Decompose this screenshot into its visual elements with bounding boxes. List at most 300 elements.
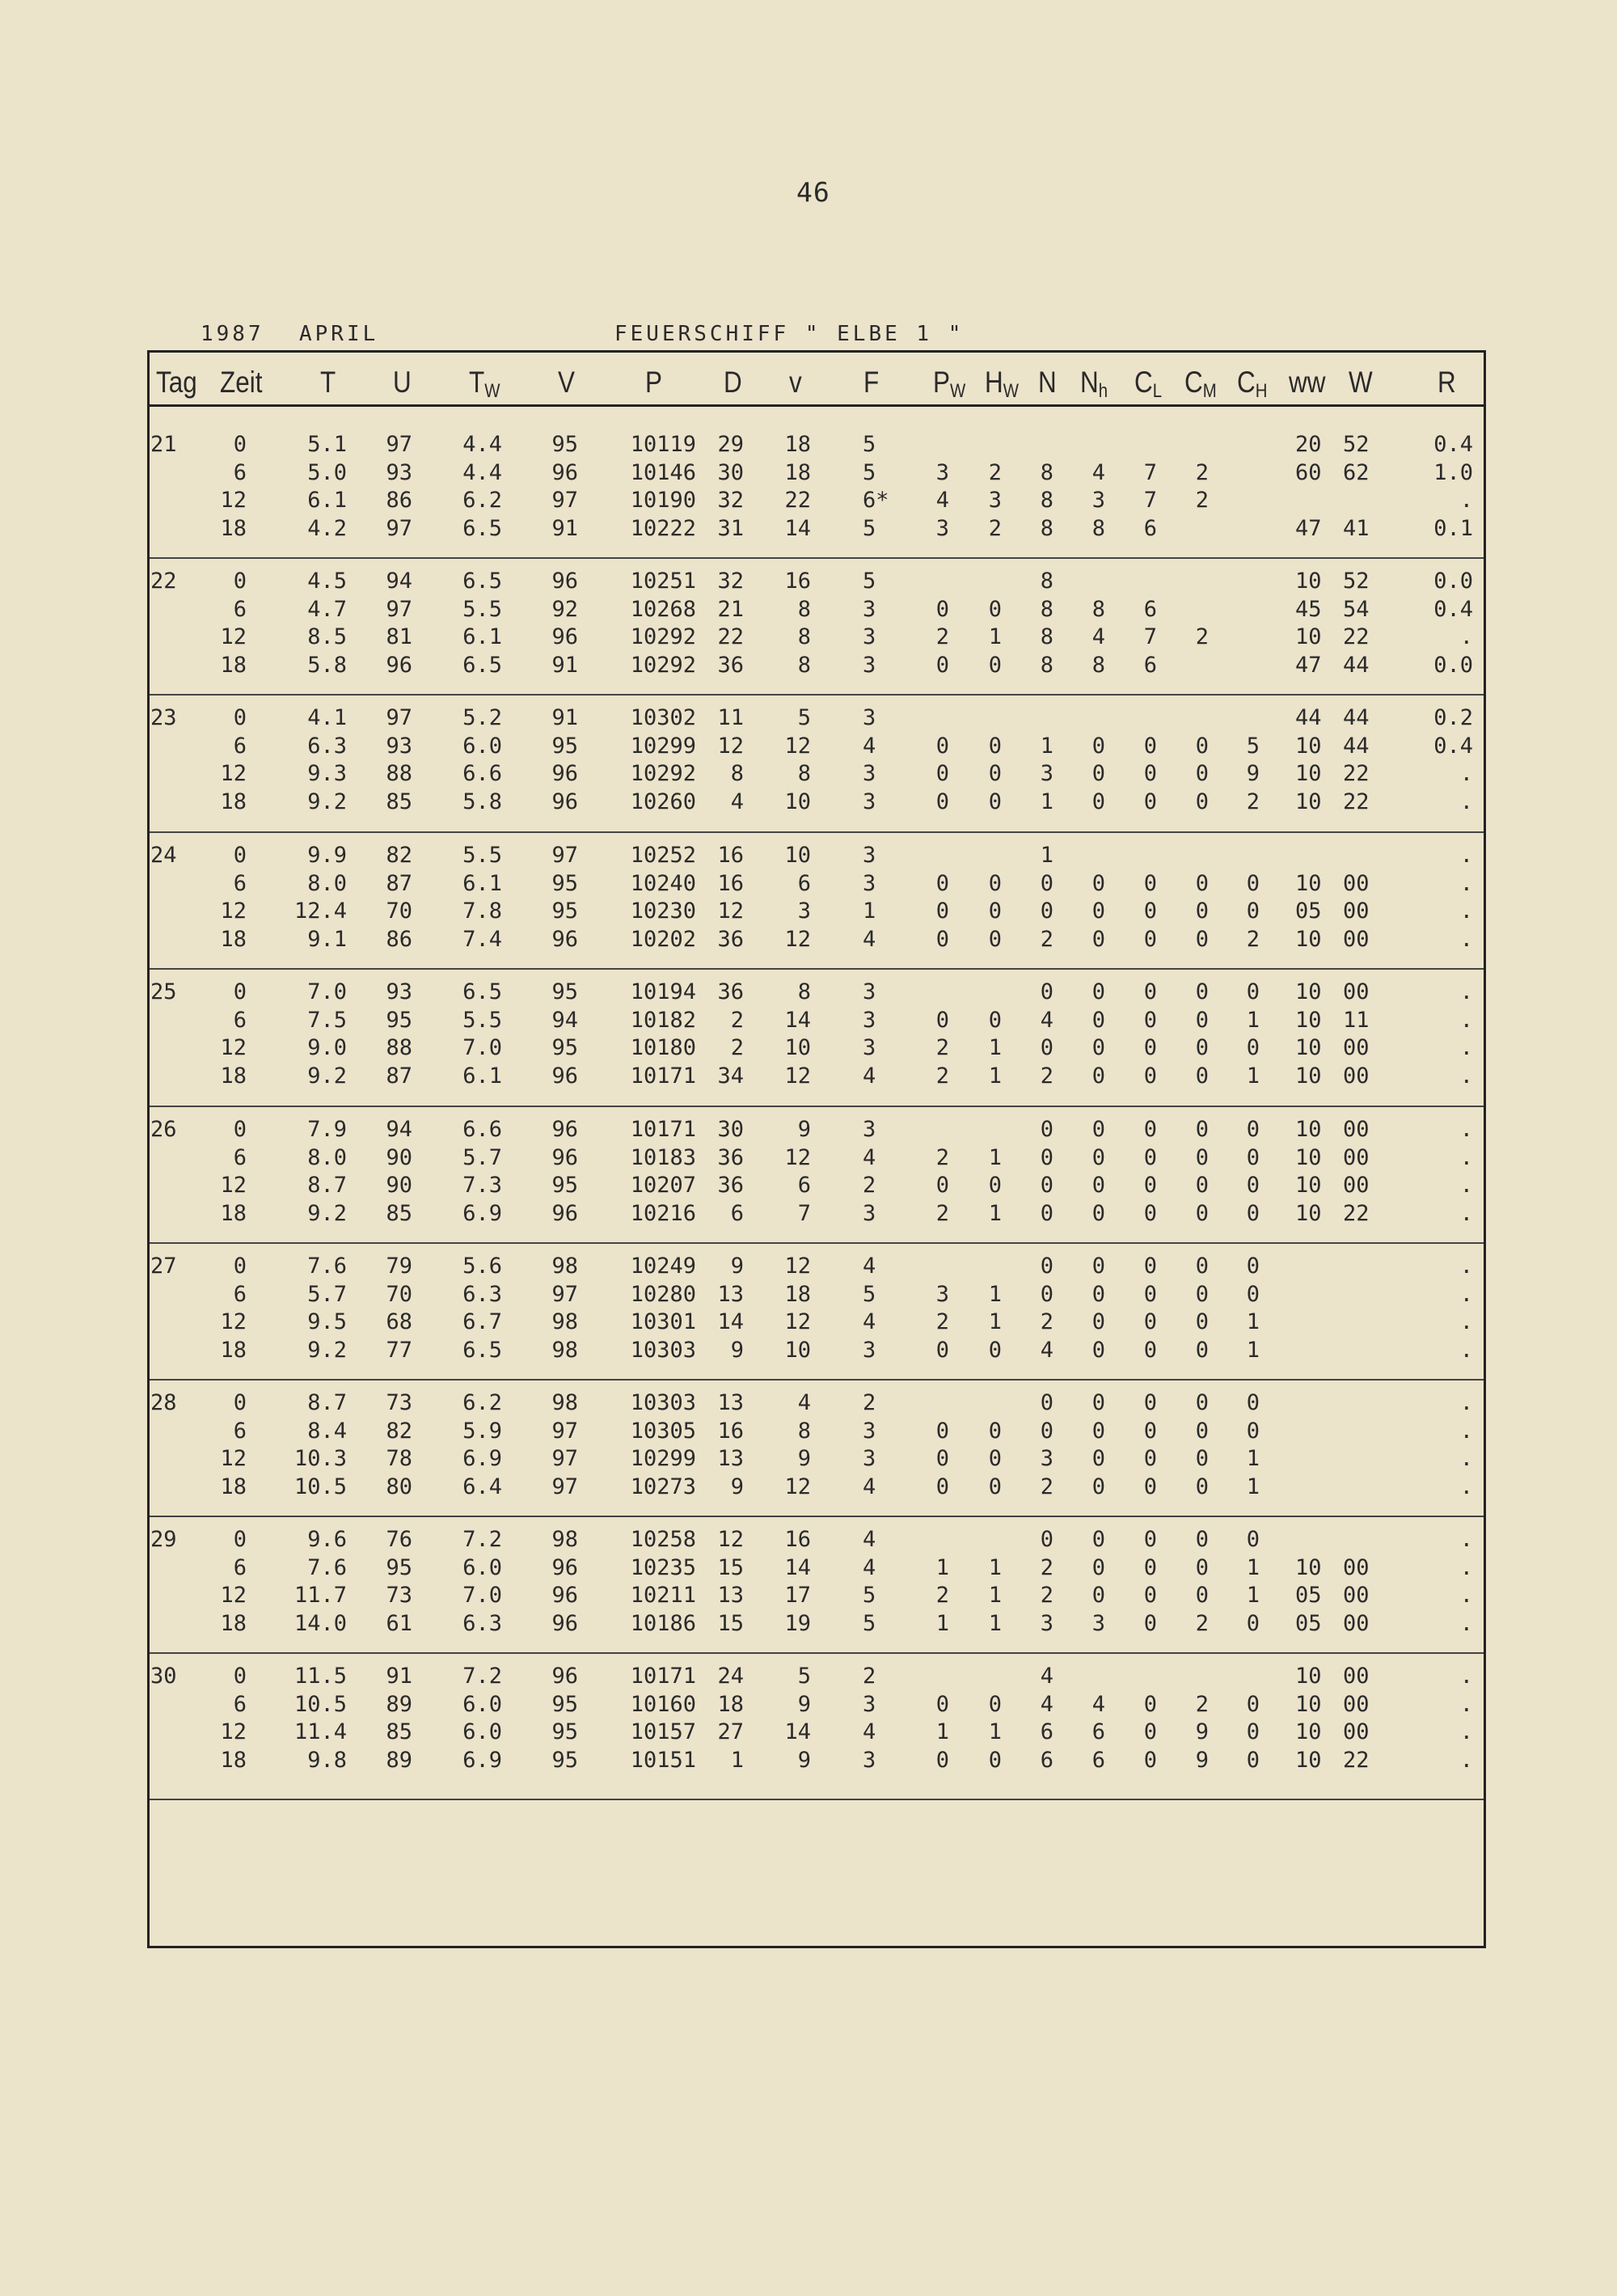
- cell-p: 10235: [630, 1555, 696, 1580]
- column-header-label: D: [724, 366, 742, 399]
- cell-hw: 0: [988, 761, 1002, 786]
- cell-t: 4.7: [307, 597, 347, 622]
- cell-ww: 05: [1295, 1611, 1322, 1636]
- cell-ww: 10: [1295, 1555, 1322, 1580]
- cell-d: 36: [717, 927, 744, 952]
- cell-cm: 0: [1195, 1117, 1209, 1142]
- cell-nh: 0: [1091, 1527, 1105, 1552]
- cell-r: 1.0: [1433, 460, 1473, 485]
- cell-p: 10302: [630, 705, 696, 730]
- cell-u: 79: [386, 1254, 412, 1279]
- cell-r: .: [1459, 1145, 1473, 1170]
- cell-d: 32: [717, 488, 744, 513]
- cell-r: .: [1459, 1173, 1473, 1198]
- cell-t: 12.4: [293, 899, 347, 924]
- cell-ch: 2: [1246, 789, 1260, 814]
- cell-cl: 0: [1143, 1309, 1157, 1334]
- cell-r: .: [1459, 761, 1473, 786]
- cell-tw: 5.7: [462, 1145, 502, 1170]
- cell-u: 85: [386, 1201, 412, 1226]
- cell-cl: 0: [1143, 1390, 1157, 1415]
- cell-f: 3: [863, 1117, 876, 1142]
- cell-zeit: 0: [233, 1254, 247, 1279]
- cell-u: 94: [386, 1117, 412, 1142]
- column-header: [789, 366, 802, 400]
- cell-zeit: 18: [220, 1201, 247, 1226]
- cell-w: 44: [1343, 653, 1370, 678]
- day-label: 29: [150, 1527, 177, 1552]
- cell-r: .: [1459, 1035, 1473, 1060]
- cell-p: 10119: [630, 432, 696, 457]
- cell-t: 8.5: [307, 624, 347, 649]
- cell-w: 41: [1343, 516, 1370, 541]
- cell-n: 0: [1040, 1117, 1053, 1142]
- day-label: 23: [150, 705, 177, 730]
- cell-nh: 0: [1091, 789, 1105, 814]
- column-header: [558, 366, 575, 400]
- cell-pw: 0: [935, 597, 949, 622]
- cell-pw: 0: [935, 734, 949, 759]
- cell-cm: 0: [1195, 1419, 1209, 1444]
- cell-r: .: [1459, 871, 1473, 896]
- cell-nh: 3: [1091, 488, 1105, 513]
- cell-v: 97: [551, 1282, 578, 1307]
- cell-hw: 2: [988, 516, 1002, 541]
- cell-u: 73: [386, 1390, 412, 1415]
- cell-n: 0: [1040, 1419, 1053, 1444]
- cell-n: 3: [1040, 1611, 1053, 1636]
- cell-p: 10252: [630, 843, 696, 868]
- cell-t: 9.2: [307, 1338, 347, 1363]
- cell-r: .: [1459, 1664, 1473, 1689]
- cell-hw: 0: [988, 899, 1002, 924]
- cell-v: 12: [784, 1474, 811, 1499]
- cell-pw: 0: [935, 927, 949, 952]
- cell-t: 10.5: [293, 1692, 347, 1717]
- cell-ch: 2: [1246, 927, 1260, 952]
- cell-v: 95: [551, 1719, 578, 1744]
- cell-ww: 10: [1295, 979, 1322, 1004]
- cell-p: 10186: [630, 1611, 696, 1636]
- cell-ch: 1: [1246, 1309, 1260, 1334]
- cell-f: 3: [863, 624, 876, 649]
- cell-tw: 6.1: [462, 871, 502, 896]
- cell-pw: 0: [935, 1748, 949, 1773]
- cell-v: 14: [784, 1555, 811, 1580]
- cell-tw: 5.9: [462, 1419, 502, 1444]
- cell-v: 96: [551, 1611, 578, 1636]
- cell-n: 8: [1040, 569, 1053, 594]
- cell-cm: 9: [1195, 1719, 1209, 1744]
- cell-r: .: [1459, 899, 1473, 924]
- cell-ww: 10: [1295, 1035, 1322, 1060]
- column-header: [1038, 366, 1057, 400]
- cell-f: 3: [863, 1419, 876, 1444]
- cell-cm: 0: [1195, 1282, 1209, 1307]
- cell-hw: 0: [988, 1692, 1002, 1717]
- cell-v: 96: [551, 569, 578, 594]
- cell-v: 18: [784, 1282, 811, 1307]
- cell-ww: 10: [1295, 871, 1322, 896]
- column-header-label: T: [320, 366, 336, 399]
- cell-w: 00: [1343, 1719, 1370, 1744]
- cell-d: 16: [717, 1419, 744, 1444]
- cell-d: 13: [717, 1390, 744, 1415]
- cell-d: 9: [730, 1254, 744, 1279]
- cell-v: 96: [551, 1063, 578, 1089]
- cell-tw: 4.4: [462, 460, 502, 485]
- cell-nh: 0: [1091, 899, 1105, 924]
- cell-t: 9.2: [307, 789, 347, 814]
- cell-n: 8: [1040, 516, 1053, 541]
- cell-pw: 3: [935, 1282, 949, 1307]
- day-separator: [150, 1799, 1484, 1800]
- cell-u: 77: [386, 1338, 412, 1363]
- cell-pw: 0: [935, 1692, 949, 1717]
- day-label: 24: [150, 843, 177, 868]
- cell-v: 12: [784, 927, 811, 952]
- cell-ww: 10: [1295, 1063, 1322, 1089]
- cell-f: 4: [863, 1063, 876, 1089]
- cell-w: 22: [1343, 789, 1370, 814]
- cell-p: 10151: [630, 1748, 696, 1773]
- cell-nh: 0: [1091, 1201, 1105, 1226]
- cell-d: 15: [717, 1555, 744, 1580]
- day-separator: [150, 1379, 1484, 1381]
- column-header-subscript: L: [1152, 380, 1163, 402]
- cell-cm: 0: [1195, 1145, 1209, 1170]
- cell-ch: 0: [1246, 1390, 1260, 1415]
- cell-ch: 1: [1246, 1555, 1260, 1580]
- cell-zeit: 12: [220, 761, 247, 786]
- cell-u: 88: [386, 1035, 412, 1060]
- cell-t: 11.5: [293, 1664, 347, 1689]
- cell-u: 78: [386, 1446, 412, 1471]
- cell-hw: 0: [988, 1008, 1002, 1033]
- cell-p: 10292: [630, 761, 696, 786]
- cell-cl: 0: [1143, 1201, 1157, 1226]
- cell-cm: 0: [1195, 1474, 1209, 1499]
- cell-p: 10273: [630, 1474, 696, 1499]
- cell-nh: 0: [1091, 1145, 1105, 1170]
- cell-pw: 2: [935, 624, 949, 649]
- cell-u: 68: [386, 1309, 412, 1334]
- header-year: 1987: [201, 322, 264, 346]
- cell-zeit: 18: [220, 1063, 247, 1089]
- cell-t: 5.0: [307, 460, 347, 485]
- cell-hw: 0: [988, 1474, 1002, 1499]
- cell-v: 97: [551, 1446, 578, 1471]
- cell-u: 96: [386, 653, 412, 678]
- cell-nh: 0: [1091, 734, 1105, 759]
- cell-tw: 7.2: [462, 1664, 502, 1689]
- cell-d: 36: [717, 653, 744, 678]
- column-header: [933, 366, 965, 403]
- cell-n: 2: [1040, 1474, 1053, 1499]
- cell-cl: 0: [1143, 1173, 1157, 1198]
- cell-hw: 0: [988, 1338, 1002, 1363]
- cell-hw: 1: [988, 1063, 1002, 1089]
- cell-w: 22: [1343, 624, 1370, 649]
- column-header: [1134, 366, 1162, 403]
- cell-tw: 4.4: [462, 432, 502, 457]
- cell-zeit: 6: [233, 1419, 247, 1444]
- cell-nh: 6: [1091, 1719, 1105, 1744]
- cell-t: 9.2: [307, 1063, 347, 1089]
- cell-f: 3: [863, 1338, 876, 1363]
- day-label: 28: [150, 1390, 177, 1415]
- day-separator: [150, 831, 1484, 833]
- cell-pw: 0: [935, 1008, 949, 1033]
- day-separator: [150, 968, 1484, 970]
- cell-nh: 0: [1091, 1309, 1105, 1334]
- day-separator: [150, 1242, 1484, 1244]
- cell-nh: 0: [1091, 1555, 1105, 1580]
- cell-hw: 2: [988, 460, 1002, 485]
- cell-f: 3: [863, 1035, 876, 1060]
- column-header-label: V: [558, 366, 575, 399]
- cell-cm: 9: [1195, 1748, 1209, 1773]
- cell-t: 11.4: [293, 1719, 347, 1744]
- cell-nh: 8: [1091, 597, 1105, 622]
- cell-v: 91: [551, 705, 578, 730]
- cell-ch: 0: [1246, 871, 1260, 896]
- cell-zeit: 18: [220, 789, 247, 814]
- cell-cl: 0: [1143, 761, 1157, 786]
- cell-pw: 0: [935, 1173, 949, 1198]
- cell-w: 44: [1343, 705, 1370, 730]
- cell-f: 4: [863, 1527, 876, 1552]
- cell-v: 95: [551, 1692, 578, 1717]
- cell-f: 3: [863, 1692, 876, 1717]
- cell-d: 30: [717, 1117, 744, 1142]
- cell-n: 3: [1040, 761, 1053, 786]
- cell-cl: 0: [1143, 1338, 1157, 1363]
- cell-p: 10216: [630, 1201, 696, 1226]
- cell-ww: 10: [1295, 789, 1322, 814]
- cell-zeit: 0: [233, 1527, 247, 1552]
- cell-cl: 0: [1143, 1035, 1157, 1060]
- cell-v: 8: [797, 597, 811, 622]
- cell-v: 6: [797, 1173, 811, 1198]
- column-header-label: v: [789, 366, 802, 399]
- cell-f: 3: [863, 1748, 876, 1773]
- cell-zeit: 6: [233, 1282, 247, 1307]
- cell-u: 90: [386, 1173, 412, 1198]
- cell-n: 0: [1040, 1254, 1053, 1279]
- cell-hw: 1: [988, 1201, 1002, 1226]
- cell-ww: 10: [1295, 927, 1322, 952]
- cell-v: 14: [784, 516, 811, 541]
- cell-t: 11.7: [293, 1583, 347, 1608]
- cell-w: 00: [1343, 1117, 1370, 1142]
- cell-cl: 0: [1143, 1719, 1157, 1744]
- cell-hw: 0: [988, 597, 1002, 622]
- cell-ch: 0: [1246, 1527, 1260, 1552]
- cell-u: 94: [386, 569, 412, 594]
- cell-r: .: [1459, 1748, 1473, 1773]
- cell-t: 4.5: [307, 569, 347, 594]
- day-separator: [150, 694, 1484, 696]
- cell-cm: 0: [1195, 1173, 1209, 1198]
- cell-pw: 3: [935, 516, 949, 541]
- cell-v: 95: [551, 1173, 578, 1198]
- cell-t: 9.6: [307, 1527, 347, 1552]
- cell-t: 7.9: [307, 1117, 347, 1142]
- cell-f: 3: [863, 1446, 876, 1471]
- cell-v: 98: [551, 1254, 578, 1279]
- day-separator: [150, 557, 1484, 559]
- cell-hw: 1: [988, 1611, 1002, 1636]
- cell-t: 9.9: [307, 843, 347, 868]
- column-header: [220, 366, 262, 400]
- cell-v: 96: [551, 1555, 578, 1580]
- cell-ww: 47: [1295, 653, 1322, 678]
- cell-v: 97: [551, 1474, 578, 1499]
- column-header-label: ww: [1289, 366, 1326, 399]
- cell-ch: 1: [1246, 1008, 1260, 1033]
- cell-p: 10268: [630, 597, 696, 622]
- cell-d: 31: [717, 516, 744, 541]
- cell-zeit: 0: [233, 1117, 247, 1142]
- cell-u: 85: [386, 789, 412, 814]
- cell-w: 00: [1343, 927, 1370, 952]
- cell-nh: 4: [1091, 1692, 1105, 1717]
- cell-p: 10146: [630, 460, 696, 485]
- cell-p: 10230: [630, 899, 696, 924]
- cell-cl: 6: [1143, 516, 1157, 541]
- cell-cm: 0: [1195, 1390, 1209, 1415]
- cell-p: 10171: [630, 1664, 696, 1689]
- cell-pw: 0: [935, 653, 949, 678]
- cell-v: 95: [551, 734, 578, 759]
- cell-nh: 0: [1091, 1474, 1105, 1499]
- cell-f: 3: [863, 1008, 876, 1033]
- cell-p: 10249: [630, 1254, 696, 1279]
- cell-tw: 6.9: [462, 1201, 502, 1226]
- cell-tw: 6.1: [462, 624, 502, 649]
- cell-ch: 0: [1246, 1035, 1260, 1060]
- cell-f: 4: [863, 1254, 876, 1279]
- cell-p: 10292: [630, 624, 696, 649]
- cell-w: 00: [1343, 899, 1370, 924]
- cell-nh: 0: [1091, 871, 1105, 896]
- cell-nh: 8: [1091, 653, 1105, 678]
- cell-d: 2: [730, 1035, 744, 1060]
- cell-v: 96: [551, 1117, 578, 1142]
- cell-r: 0.4: [1433, 734, 1473, 759]
- cell-t: 10.5: [293, 1474, 347, 1499]
- cell-d: 16: [717, 843, 744, 868]
- cell-cl: 0: [1143, 871, 1157, 896]
- cell-r: .: [1459, 789, 1473, 814]
- cell-n: 4: [1040, 1692, 1053, 1717]
- cell-f: 4: [863, 1474, 876, 1499]
- cell-zeit: 6: [233, 1145, 247, 1170]
- cell-t: 4.2: [307, 516, 347, 541]
- cell-p: 10303: [630, 1338, 696, 1363]
- cell-u: 70: [386, 1282, 412, 1307]
- cell-nh: 0: [1091, 1338, 1105, 1363]
- cell-zeit: 12: [220, 1309, 247, 1334]
- cell-tw: 6.0: [462, 734, 502, 759]
- cell-f: 4: [863, 734, 876, 759]
- cell-ww: 10: [1295, 569, 1322, 594]
- cell-f: 3: [863, 1201, 876, 1226]
- cell-f: 2: [863, 1390, 876, 1415]
- cell-u: 97: [386, 705, 412, 730]
- cell-n: 0: [1040, 1035, 1053, 1060]
- cell-v: 92: [551, 597, 578, 622]
- cell-cm: 0: [1195, 1309, 1209, 1334]
- cell-r: .: [1459, 1201, 1473, 1226]
- day-label: 21: [150, 432, 177, 457]
- cell-cm: 0: [1195, 1254, 1209, 1279]
- cell-d: 13: [717, 1282, 744, 1307]
- cell-d: 8: [730, 761, 744, 786]
- cell-w: 00: [1343, 1555, 1370, 1580]
- cell-f: 2: [863, 1664, 876, 1689]
- cell-t: 7.6: [307, 1254, 347, 1279]
- cell-u: 70: [386, 899, 412, 924]
- cell-zeit: 0: [233, 1390, 247, 1415]
- cell-u: 82: [386, 843, 412, 868]
- cell-nh: 0: [1091, 1063, 1105, 1089]
- cell-nh: 4: [1091, 624, 1105, 649]
- cell-f: 4: [863, 927, 876, 952]
- cell-d: 4: [730, 789, 744, 814]
- cell-f: 3: [863, 653, 876, 678]
- cell-v: 22: [784, 488, 811, 513]
- cell-ch: 1: [1246, 1338, 1260, 1363]
- cell-zeit: 18: [220, 653, 247, 678]
- cell-d: 9: [730, 1338, 744, 1363]
- cell-pw: 2: [935, 1063, 949, 1089]
- cell-v: 97: [551, 488, 578, 513]
- cell-v: 4: [797, 1390, 811, 1415]
- cell-v: 98: [551, 1309, 578, 1334]
- cell-pw: 0: [935, 761, 949, 786]
- cell-v: 5: [797, 1664, 811, 1689]
- cell-cl: 0: [1143, 1474, 1157, 1499]
- cell-tw: 7.3: [462, 1173, 502, 1198]
- column-header-subscript: H: [1255, 380, 1268, 402]
- cell-ww: 60: [1295, 460, 1322, 485]
- cell-v: 95: [551, 979, 578, 1004]
- cell-t: 8.7: [307, 1173, 347, 1198]
- cell-f: 2: [863, 1173, 876, 1198]
- cell-r: .: [1459, 1611, 1473, 1636]
- cell-t: 10.3: [293, 1446, 347, 1471]
- cell-t: 9.3: [307, 761, 347, 786]
- cell-ww: 10: [1295, 1201, 1322, 1226]
- cell-d: 15: [717, 1611, 744, 1636]
- cell-pw: 2: [935, 1201, 949, 1226]
- column-header-label: Zeit: [220, 366, 263, 399]
- cell-r: .: [1459, 1282, 1473, 1307]
- column-header-label: Tag: [156, 366, 197, 399]
- cell-ch: 0: [1246, 1173, 1260, 1198]
- cell-f: 4: [863, 1555, 876, 1580]
- cell-cm: 0: [1195, 1063, 1209, 1089]
- cell-d: 14: [717, 1309, 744, 1334]
- cell-d: 29: [717, 432, 744, 457]
- cell-ww: 05: [1295, 899, 1322, 924]
- cell-f: 4: [863, 1145, 876, 1170]
- cell-v: 8: [797, 653, 811, 678]
- cell-hw: 1: [988, 1282, 1002, 1307]
- column-header-label: T: [469, 366, 485, 399]
